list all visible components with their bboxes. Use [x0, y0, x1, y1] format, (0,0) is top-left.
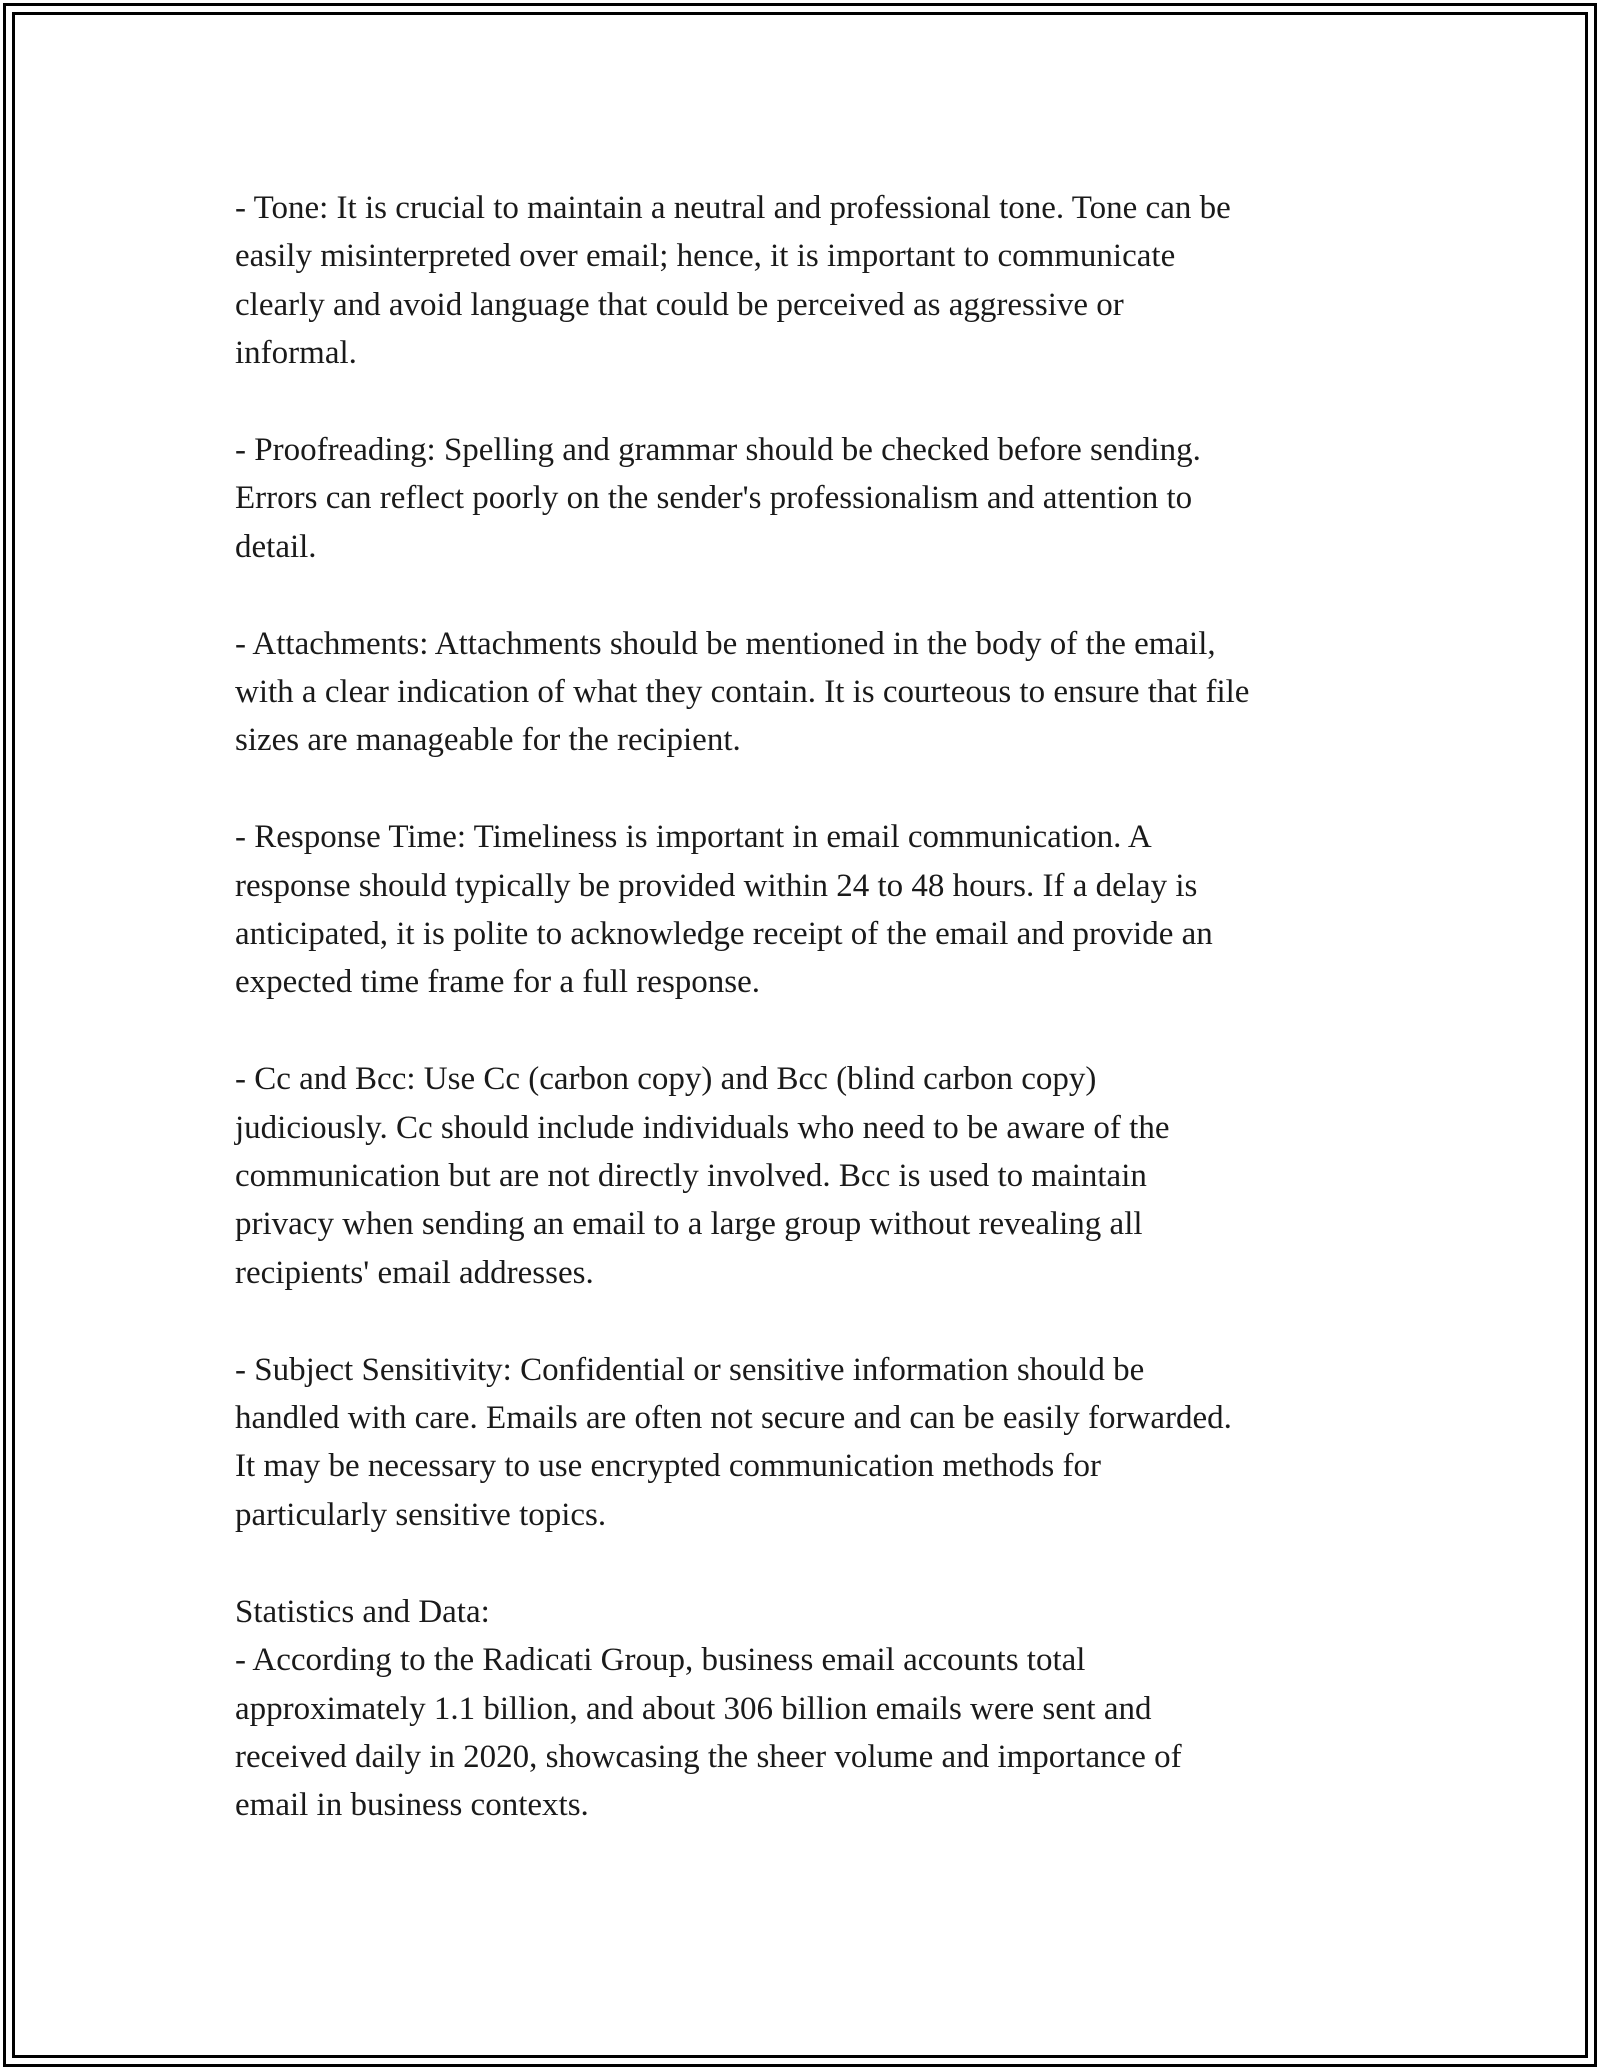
text-line: sizes are manageable for the recipient.: [235, 722, 741, 759]
text-line: - According to the Radicati Group, business email accounts total: [235, 1642, 1086, 1679]
text-line: communication but are not directly involved. Bcc is used to maintain: [235, 1158, 1147, 1195]
paragraph-response-time: [235, 813, 1375, 1007]
text-line: - Subject Sensitivity: Confidential or sensitive information should be: [235, 1351, 1145, 1388]
paragraph-spacer: [235, 571, 1375, 619]
text-line: - Proofreading: Spelling and grammar should be checked before sending.: [235, 432, 1201, 469]
paragraph-spacer: [235, 1539, 1375, 1587]
text-line: with a clear indication of what they contain. It is courteous to ensure that file: [235, 674, 1250, 711]
text-line: particularly sensitive topics.: [235, 1496, 607, 1533]
text-line: anticipated, it is polite to acknowledge receipt of the email and provide an: [235, 916, 1213, 953]
paragraph-spacer: [235, 1297, 1375, 1345]
text-line: expected time frame for a full response.: [235, 964, 761, 1001]
document-body: [235, 184, 1375, 1830]
paragraph-spacer: [235, 378, 1375, 426]
text-line: email in business contexts.: [235, 1787, 589, 1824]
text-line: It may be necessary to use encrypted communication methods for: [235, 1448, 1101, 1485]
text-line: - Attachments: Attachments should be mentioned in the body of the email,: [235, 625, 1216, 662]
text-line: received daily in 2020, showcasing the sheer volume and importance of: [235, 1738, 1182, 1775]
text-line: handled with care. Emails are often not secure and can be easily forwarded.: [235, 1400, 1232, 1437]
paragraph-subject-sensitivity: [235, 1346, 1375, 1540]
text-line: recipients' email addresses.: [235, 1254, 594, 1291]
paragraph-spacer: [235, 765, 1375, 813]
text-line: privacy when sending an email to a large group without revealing all: [235, 1206, 1143, 1243]
section-heading: Statistics and Data:: [235, 1593, 490, 1630]
paragraph-statistics: [235, 1588, 1375, 1830]
paragraph-spacer: [235, 1007, 1375, 1055]
text-line: easily misinterpreted over email; hence, it is important to communicate: [235, 238, 1176, 275]
text-line: - Tone: It is crucial to maintain a neutral and professional tone. Tone can be: [235, 190, 1231, 226]
text-line: - Cc and Bcc: Use Cc (carbon copy) and Bcc (blind carbon copy): [235, 1061, 1097, 1098]
text-line: judiciously. Cc should include individuals who need to be aware of the: [235, 1109, 1170, 1146]
text-line: approximately 1.1 billion, and about 306 billion emails were sent and: [235, 1690, 1152, 1727]
text-line: response should typically be provided within 24 to 48 hours. If a delay is: [235, 867, 1198, 904]
paragraph-attachments: [235, 620, 1375, 765]
text-line: detail.: [235, 528, 317, 565]
paragraph-tone: [235, 184, 1375, 378]
paragraph-cc-bcc: [235, 1055, 1375, 1297]
text-line: - Response Time: Timeliness is important in email communication. A: [235, 819, 1152, 856]
text-line: Errors can reflect poorly on the sender's professionalism and attention to: [235, 480, 1193, 517]
text-line: informal.: [235, 335, 357, 372]
paragraph-proofreading: [235, 426, 1375, 571]
text-line: clearly and avoid language that could be perceived as aggressive or: [235, 286, 1124, 323]
